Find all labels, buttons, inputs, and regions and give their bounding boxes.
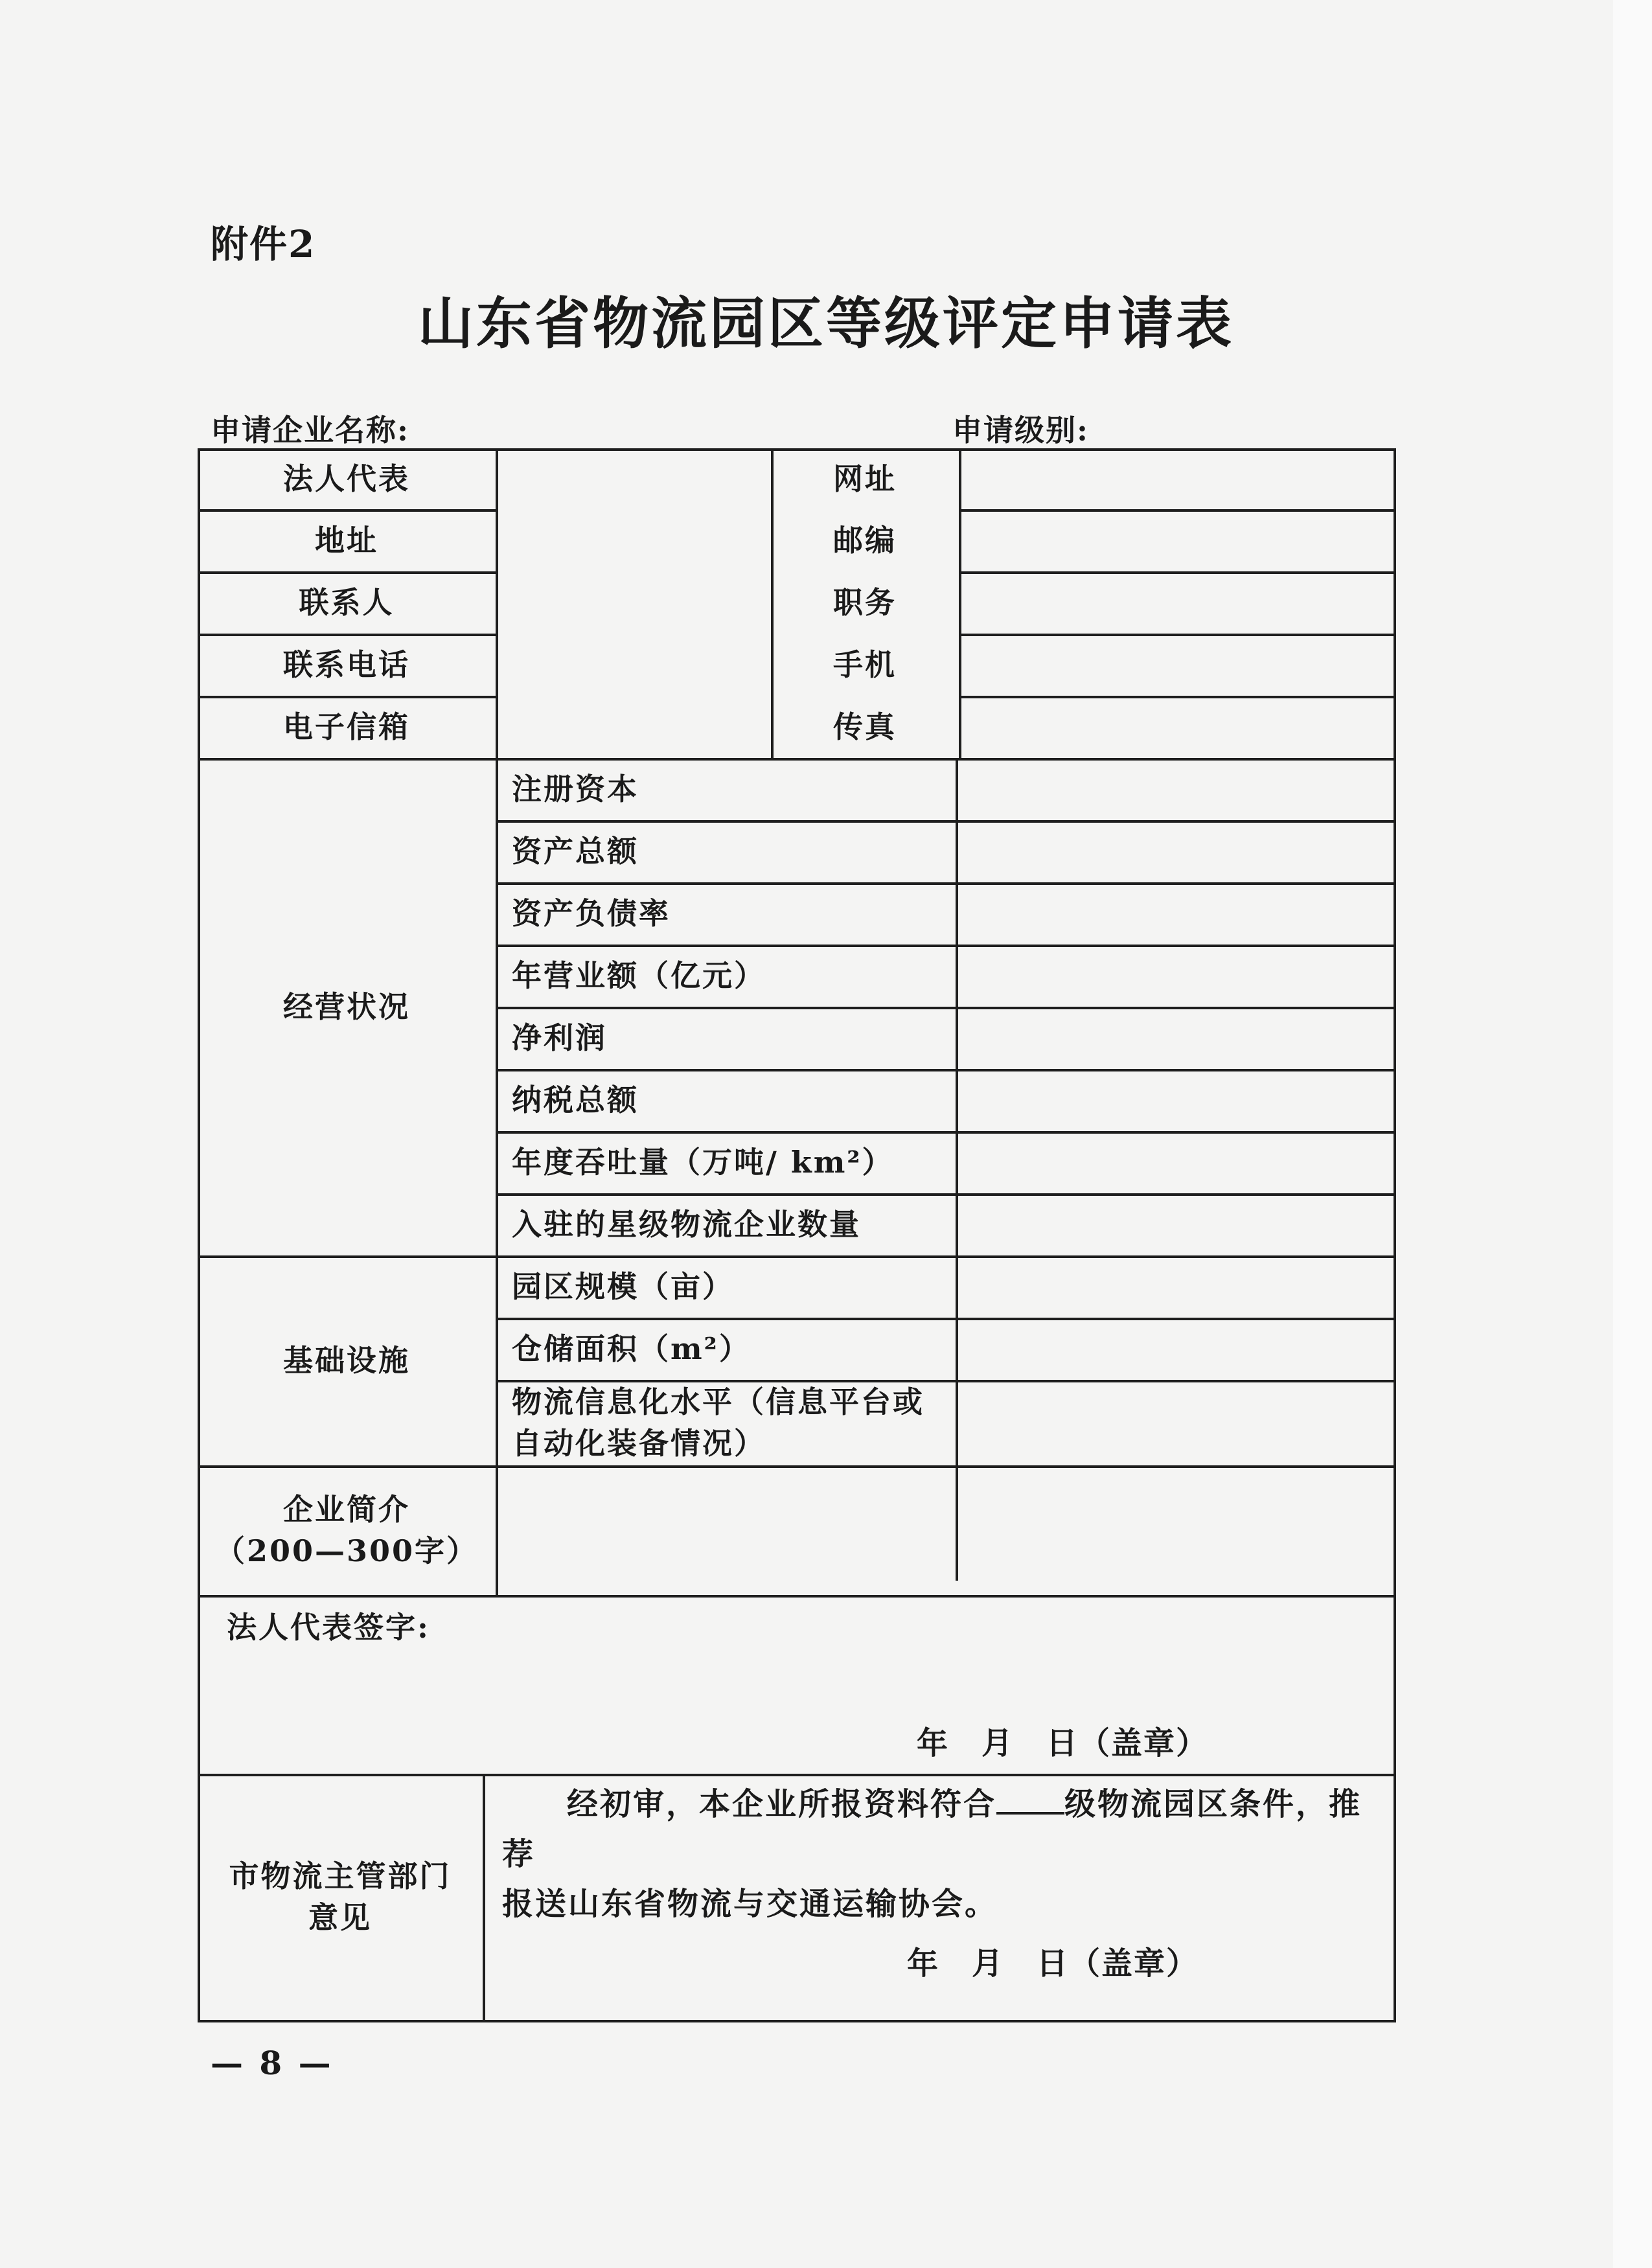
address-label: 地址 — [315, 522, 378, 558]
opinion-text — [502, 1780, 1383, 1929]
star-enterprises-label: 入驻的星级物流企业数量 — [512, 1206, 861, 1242]
fax-label: 传真 — [833, 709, 897, 744]
opinion-text-line1 — [502, 1780, 1383, 1879]
opinion-label-line2: 意见 — [308, 1900, 372, 1935]
profile-label — [198, 1465, 496, 1595]
table-border-right — [1394, 448, 1396, 2022]
signature-date: 年 月 日（盖章） — [917, 1725, 1209, 1761]
contact-person-label: 联系人 — [299, 584, 395, 620]
profile-label-line1: 企业简介 — [283, 1491, 410, 1527]
signature-label: 法人代表签字: — [227, 1609, 430, 1645]
row-line — [959, 634, 1396, 636]
row-line — [959, 696, 1396, 698]
legal-rep-label: 法人代表 — [283, 461, 410, 496]
mobile-label: 手机 — [833, 647, 897, 682]
opinion-text-line2: 报送山东省物流与交通运输协会。 — [502, 1885, 998, 1922]
annual-throughput-label: 年度吞吐量（万吨/ km²） — [512, 1144, 894, 1180]
row-line — [959, 571, 1396, 574]
infrastructure-label: 基础设施 — [283, 1342, 410, 1378]
opinion-text-part1: 经初审，本企业所报资料符合 — [567, 1786, 997, 1822]
opinion-date: 年 月 日（盖章） — [907, 1945, 1199, 1982]
phone-label: 联系电话 — [283, 647, 410, 682]
col-divider-opinion — [483, 1774, 485, 2022]
opinion-text-part2: 级物流园区条件，推荐 — [502, 1786, 1362, 1872]
park-scale-label: 园区规模（亩） — [512, 1268, 734, 1304]
email-label: 电子信箱 — [283, 709, 410, 744]
registered-capital-label: 注册资本 — [512, 771, 639, 807]
attachment-label: 附件2 — [211, 222, 316, 266]
info-level-line2: 自动化装备情况） — [512, 1426, 766, 1461]
opinion-label-line1: 市物流主管部门 — [229, 1858, 452, 1894]
level-blank — [996, 1786, 1064, 1815]
company-name-label: 申请企业名称: — [211, 413, 409, 448]
opinion-label — [198, 1774, 483, 2020]
row-line — [959, 509, 1396, 512]
total-assets-label: 资产总额 — [512, 833, 639, 869]
application-table — [198, 448, 1396, 2022]
section-line — [198, 1595, 1396, 1598]
table-border-bottom — [198, 2020, 1396, 2022]
net-profit-label: 净利润 — [512, 1020, 607, 1055]
level-label: 申请级别: — [952, 413, 1089, 448]
operations-label: 经营状况 — [283, 989, 410, 1024]
total-tax-label: 纳税总额 — [512, 1082, 639, 1117]
page-number: — 8 — — [211, 2044, 334, 2082]
col-divider-3 — [959, 448, 961, 758]
debt-ratio-label: 资产负债率 — [512, 895, 671, 931]
profile-label-line2: （200—300字） — [214, 1533, 479, 1568]
position-label: 职务 — [833, 584, 897, 620]
annual-revenue-label: 年营业额（亿元） — [512, 957, 766, 993]
info-level-line1: 物流信息化水平（信息平台或 — [512, 1384, 924, 1419]
info-level-label — [496, 1380, 975, 1465]
postcode-label: 邮编 — [833, 522, 897, 558]
website-label: 网址 — [833, 461, 897, 496]
storage-area-label: 仓储面积（m²） — [512, 1331, 751, 1366]
form-title: 山东省物流园区等级评定申请表 — [418, 291, 1234, 356]
